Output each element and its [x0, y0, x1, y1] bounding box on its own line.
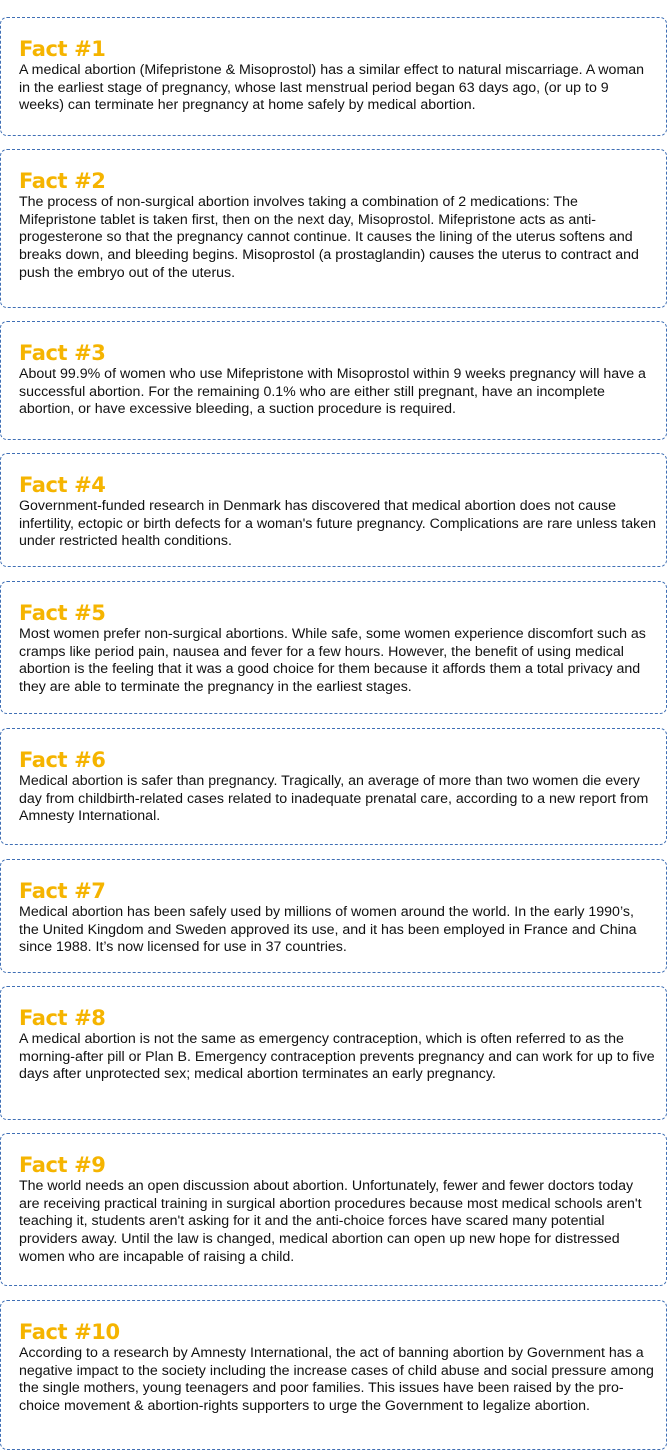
fact-body: Medical abortion is safer than pregnancy. Tragically, an average of more than two women die every day from childbirth-related cases related to inadequate prenatal care, according to a new report from Amnesty International.: [19, 773, 649, 825]
fact-box-8: [0, 986, 667, 1120]
fact-body: The process of non-surgical abortion involves taking a combination of 2 medications: The Mifepristone tablet is taken first, then on the next day, Misoprostol. Mifepristone acts as anti-progesterone so that the pregnancy cannot continue. It causes the lining of the uterus softens and breaks down, and bleeding begins. Misoprostol (a prostaglandin) causes the uterus to contract and push the embryo out of the uterus.: [19, 194, 639, 281]
fact-box-3: [0, 321, 667, 440]
fact-body: Government-funded research in Denmark has discovered that medical abortion does not cause infertility, ectopic or birth defects for a woman's future pregnancy. Complications are rare unless taken under restricted health conditions.: [19, 498, 656, 550]
fact-box-6: [0, 728, 667, 845]
fact-title: Fact #7: [19, 879, 106, 903]
fact-title: Fact #8: [19, 1006, 106, 1030]
fact-box-10: [0, 1300, 667, 1450]
fact-title: Fact #3: [19, 341, 106, 365]
fact-body: Medical abortion has been safely used by millions of women around the world. In the early 1990’s, the United Kingdom and Sweden approved its use, and it has been employed in France and China since 1988. It’s now licensed for use in 37 countries.: [19, 904, 637, 956]
fact-body: A medical abortion (Mifepristone & Misoprostol) has a similar effect to natural miscarriage. A woman in the earliest stage of pregnancy, whose last menstrual period began 63 days ago, (or up to 9 weeks) can terminate her pregnancy at home safely by medical abortion.: [19, 62, 645, 114]
fact-body: The world needs an open discussion about abortion. Unfortunately, fewer and fewer doctors today are receiving practical training in surgical abortion procedures because most medical schools aren't teaching it, students aren't asking for it and the anti-choice forces have scared many potential providers away. Until the law is changed, medical abortion can open up new hope for distressed women who are incapable of raising a child.: [19, 1178, 642, 1265]
fact-body: A medical abortion is not the same as emergency contraception, which is often referred to as the morning-after pill or Plan B. Emergency contraception prevents pregnancy and can work for up to five days after unprotected sex; medical abortion terminates an early pregnancy.: [19, 1031, 655, 1083]
fact-title: Fact #9: [19, 1153, 106, 1177]
fact-title: Fact #2: [19, 169, 106, 193]
fact-body: About 99.9% of women who use Mifepristone with Misoprostol within 9 weeks pregnancy will have a successful abortion. For the remaining 0.1% who are either still pregnant, have an incomplete abortion, or have excessive bleeding, a suction procedure is required.: [19, 366, 646, 418]
fact-box-5: [0, 581, 667, 714]
fact-box-2: [0, 149, 667, 308]
fact-title: Fact #1: [19, 37, 106, 61]
fact-title: Fact #6: [19, 748, 106, 772]
fact-box-4: [0, 453, 667, 567]
fact-box-7: [0, 859, 667, 973]
fact-title: Fact #5: [19, 601, 106, 625]
fact-title: Fact #10: [19, 1320, 120, 1344]
fact-box-9: [0, 1133, 667, 1286]
fact-box-1: [0, 17, 667, 136]
fact-title: Fact #4: [19, 473, 106, 497]
fact-body: According to a research by Amnesty International, the act of banning abortion by Government has a negative impact to the society including the increase cases of child abuse and social pressure among the single mothers, young teenagers and poor families. This issues have been raised by the pro-choice movement & abortion-rights supporters to urge the Government to legalize abortion.: [19, 1345, 654, 1415]
fact-body: Most women prefer non-surgical abortions. While safe, some women experience discomfort such as cramps like period pain, nausea and fever for a few hours. However, the benefit of using medical abortion is the feeling that it was a good choice for them because it affords them a total privacy and they are able to terminate the pregnancy in the earliest stages.: [19, 626, 646, 696]
